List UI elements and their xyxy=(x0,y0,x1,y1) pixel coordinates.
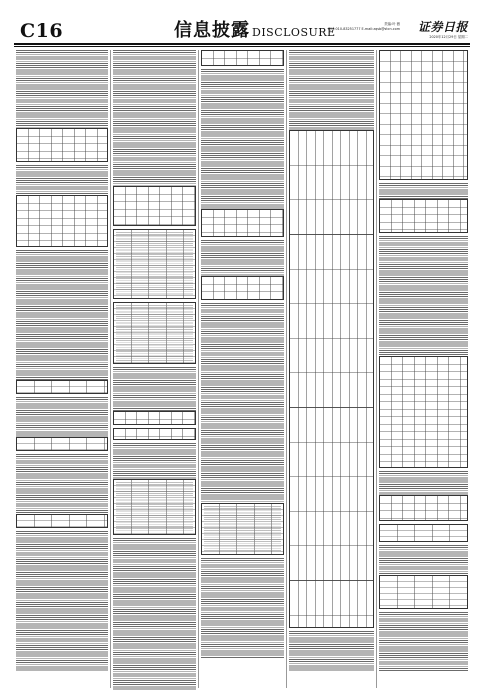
article-text xyxy=(113,50,196,186)
data-table xyxy=(16,514,108,528)
data-table xyxy=(201,503,284,555)
column-3 xyxy=(201,50,284,690)
column-separator xyxy=(376,50,377,688)
article-text xyxy=(201,240,284,276)
data-table xyxy=(16,128,108,162)
section-title-en: DISCLOSURE xyxy=(252,26,336,39)
article-text xyxy=(113,443,196,479)
data-table xyxy=(379,50,468,180)
article-text xyxy=(379,545,468,575)
article-text xyxy=(379,236,468,356)
editor-line: 责编:叶 薇 xyxy=(384,22,400,26)
article-text xyxy=(379,183,468,199)
data-table xyxy=(16,437,108,451)
column-2 xyxy=(113,50,196,690)
article-text xyxy=(113,367,196,411)
article-text xyxy=(16,397,108,437)
large-data-table xyxy=(289,130,374,628)
data-table xyxy=(379,199,468,233)
article-text xyxy=(201,558,284,658)
data-table xyxy=(379,356,468,468)
data-table xyxy=(113,186,196,226)
section-title xyxy=(174,20,336,44)
data-table xyxy=(16,380,108,394)
data-table xyxy=(379,524,468,542)
article-text xyxy=(379,471,468,495)
masthead-rule-thin xyxy=(14,46,470,47)
data-table xyxy=(379,495,468,521)
data-table xyxy=(201,50,284,66)
masthead-rule-thick xyxy=(14,43,470,45)
contact-line: 电话:010-83251777 E-mail:zqsb@stcn.com xyxy=(327,27,400,31)
article-text xyxy=(201,303,284,503)
column-1 xyxy=(16,50,108,690)
data-table xyxy=(16,195,108,247)
newspaper-logo: 证券日报 xyxy=(417,20,468,34)
data-table xyxy=(379,575,468,609)
edit-info xyxy=(328,22,400,32)
article-text xyxy=(289,50,374,130)
article-text xyxy=(379,612,468,672)
article-text xyxy=(16,165,108,195)
data-table xyxy=(113,411,196,425)
data-table xyxy=(201,276,284,300)
article-text xyxy=(289,631,374,671)
data-table xyxy=(113,479,196,535)
article-text xyxy=(16,250,108,380)
column-separator xyxy=(110,50,111,688)
article-text xyxy=(16,50,108,128)
page-number: C16 xyxy=(20,20,64,42)
column-separator xyxy=(198,50,199,688)
data-table xyxy=(201,209,284,237)
date-line: 2020年12月29日 星期二 xyxy=(429,35,468,39)
column-separator xyxy=(286,50,287,688)
data-table xyxy=(113,428,196,440)
data-table xyxy=(113,229,196,299)
article-text xyxy=(16,531,108,671)
column-5 xyxy=(379,50,468,690)
article-text xyxy=(113,538,196,690)
data-table xyxy=(113,302,196,364)
section-title-cn: 信息披露 xyxy=(174,20,250,41)
article-text xyxy=(16,454,108,514)
masthead xyxy=(14,20,470,42)
column-4 xyxy=(289,50,374,690)
article-text xyxy=(201,69,284,209)
